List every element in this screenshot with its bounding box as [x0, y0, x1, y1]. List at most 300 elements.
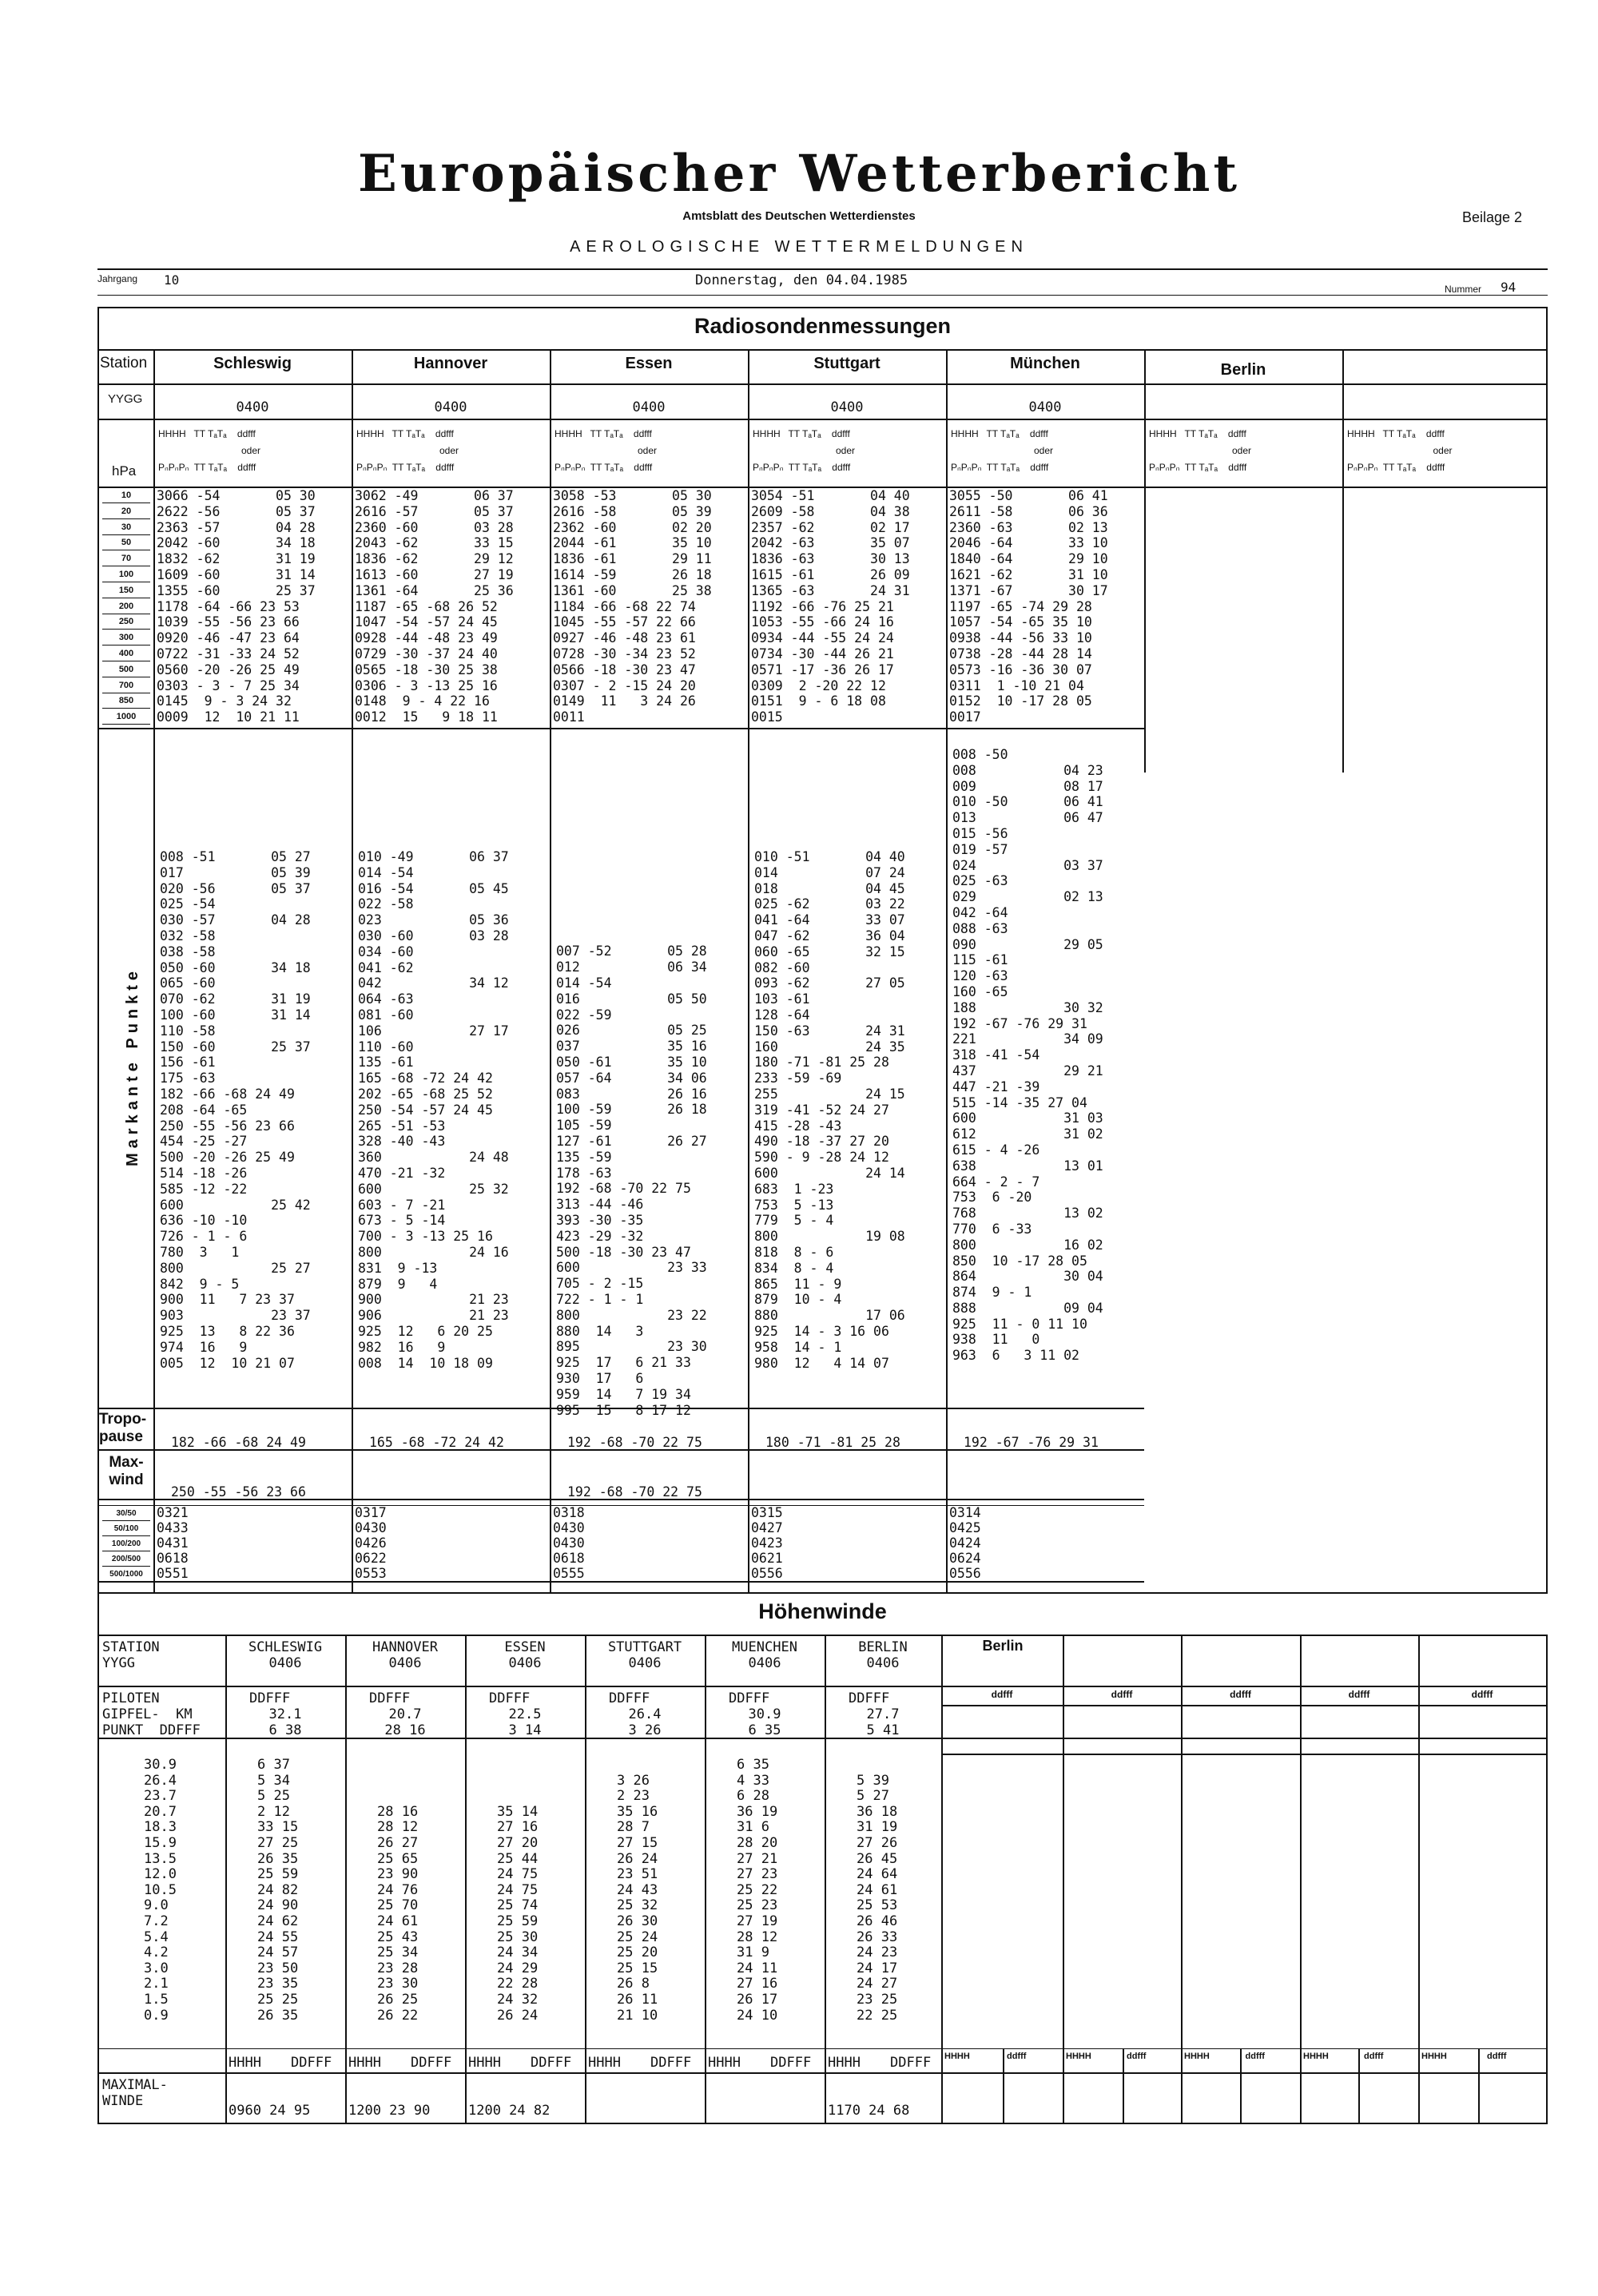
table-row: 26 45 [857, 1850, 898, 1867]
table-row: 2362 -60 02 20 [553, 519, 712, 535]
hoehenwinde-title: Höhenwinde [758, 1599, 887, 1623]
gipfel-value: 30.9 [748, 1706, 781, 1722]
table-row: 25 22 [737, 1881, 778, 1898]
pressure-level: 850 [102, 693, 150, 709]
table-row: 25 43 [377, 1929, 419, 1945]
table-row: 722 - 1 - 1 [556, 1291, 644, 1307]
table-row: 25 15 [617, 1960, 658, 1976]
table-row: 202 -65 -68 25 52 [358, 1086, 493, 1102]
table-row: 753 5 -13 [754, 1197, 834, 1213]
section-title: AEROLOGISCHE WETTERMELDUNGEN [570, 238, 1028, 256]
table-row: 1621 -62 31 10 [949, 566, 1108, 582]
shear-label: 50/100 [102, 1522, 150, 1536]
markante-punkte-label: Markante Punkte [124, 966, 141, 1166]
station-label: STATION [102, 1639, 160, 1655]
table-row: 0431 [157, 1535, 189, 1551]
yygg-value: 0400 [236, 399, 269, 415]
table-row: 1615 -61 26 09 [751, 566, 910, 582]
shear-label: 200/500 [102, 1552, 150, 1567]
column-header: PₙPₙPₙ TT TₐTₐ ddfff [158, 462, 256, 473]
table-row: 0425 [949, 1520, 981, 1535]
maximal-value: 0960 24 95 [229, 2103, 311, 2119]
table-row: 0622 [355, 1551, 387, 1566]
table-row: 26 46 [857, 1913, 898, 1929]
table-row: 585 -12 -22 [160, 1181, 248, 1197]
gipfel-value: 32.1 [268, 1706, 302, 1722]
table-row: 038 -58 [160, 943, 216, 959]
wind-column [737, 1758, 777, 2024]
table-row: 065 -60 [160, 975, 216, 991]
table-row: 600 25 32 [358, 1181, 509, 1197]
tropopause-value: 180 -71 -81 25 28 [765, 1435, 900, 1450]
pressure-level: 1000 [102, 709, 150, 725]
table-row: 1609 -60 31 14 [157, 566, 316, 582]
hhhh-header: HHHH [468, 2055, 501, 2071]
table-row: 070 -62 31 19 [160, 991, 311, 1007]
grid-line [1300, 1635, 1302, 2124]
standard-levels-block [751, 488, 910, 725]
table-row: 042 -64 [952, 904, 1008, 920]
table-row: 008 14 10 18 09 [358, 1355, 493, 1371]
table-row: 0152 10 -17 28 05 [949, 693, 1092, 709]
maximal-value: 1200 23 90 [348, 2103, 431, 2119]
table-row: 590 - 9 -28 24 12 [754, 1150, 889, 1166]
table-row: 636 -10 -10 [160, 1213, 248, 1229]
table-row: 895 23 30 [556, 1339, 707, 1355]
table-row: 24 75 [497, 1866, 539, 1883]
station-name: BERLIN [858, 1639, 908, 1655]
table-row: 22 28 [497, 1976, 539, 1992]
hhhh-header: HHHH [588, 2055, 621, 2071]
table-row: 0566 -18 -30 23 47 [553, 661, 696, 677]
table-row: 35 14 [497, 1803, 539, 1820]
table-row: 25 53 [857, 1897, 898, 1914]
table-row: 25 34 [377, 1944, 419, 1961]
ddfff-header-right: ddfff [1111, 1689, 1133, 1700]
grid-line [97, 1505, 1144, 1506]
table-row: 0317 [355, 1505, 387, 1520]
grid-line [1342, 349, 1344, 489]
maximal-value: 1170 24 68 [828, 2103, 910, 2119]
column-header: HHHH TT TₐTₐ ddfff [555, 428, 652, 439]
table-row: 25 23 [737, 1897, 778, 1914]
standard-levels-block [553, 488, 712, 725]
table-row: 0017 [949, 709, 981, 725]
column-header-oder: oder [439, 445, 459, 456]
markante-block [556, 896, 707, 1418]
column-header: PₙPₙPₙ TT TₐTₐ ddfff [1347, 462, 1445, 473]
table-row: 447 -21 -39 [952, 1078, 1040, 1094]
table-row: 980 12 4 14 07 [754, 1355, 889, 1371]
pressure-level: 20 [102, 504, 150, 519]
wind-column [377, 1758, 418, 2024]
column-header-oder: oder [1232, 445, 1252, 456]
table-row: 0430 [553, 1520, 585, 1535]
pressure-level: 400 [102, 646, 150, 661]
table-row: 906 21 23 [358, 1308, 509, 1324]
table-row: 110 -58 [160, 1023, 216, 1039]
table-row: 36 19 [737, 1803, 778, 1820]
table-row: 007 -52 05 28 [556, 943, 707, 959]
standard-levels-block [157, 488, 316, 725]
pressure-level: 200 [102, 599, 150, 614]
tropopause-value: 165 -68 -72 24 42 [369, 1435, 504, 1450]
table-row: 31 9 [737, 1944, 769, 1961]
table-row: 083 26 16 [556, 1086, 707, 1102]
ddfff-upper: DDFFF [650, 2055, 692, 2071]
yygg-value: 0406 [388, 1655, 422, 1671]
table-row: 030 -60 03 28 [358, 928, 509, 943]
hpa-label: hPa [112, 463, 137, 479]
table-row: 128 -64 [754, 1007, 810, 1023]
tropopause-value: 192 -67 -76 29 31 [964, 1435, 1099, 1450]
table-row [377, 1774, 418, 1790]
table-row: 208 -64 -65 [160, 1102, 248, 1118]
hhhh-header: HHHH [229, 2055, 261, 2071]
table-row: 221 34 09 [952, 1031, 1103, 1047]
shear-block [157, 1505, 189, 1581]
station-name: München [1010, 355, 1080, 372]
table-row: 818 8 - 6 [754, 1244, 834, 1260]
berlin-header: Berlin [982, 1638, 1024, 1654]
table-row: 600 24 14 [754, 1165, 905, 1181]
table-row: 24 43 [617, 1881, 658, 1898]
ddfff-header: DDFFF [369, 1690, 411, 1706]
station-name: SCHLESWIG [248, 1639, 323, 1655]
station-name: Schleswig [213, 355, 292, 372]
table-row: 768 13 02 [952, 1206, 1103, 1221]
table-row: 700 - 3 -13 25 16 [358, 1229, 493, 1245]
table-row: 603 - 7 -21 [358, 1197, 446, 1213]
table-row: 318 -41 -54 [952, 1047, 1040, 1063]
table-row: 024 03 37 [952, 857, 1103, 873]
table-row: 26 8 [617, 1976, 650, 1992]
table-row: 2363 -57 04 28 [157, 519, 316, 535]
grid-line [153, 349, 155, 1592]
yygg-value: 0400 [434, 399, 467, 415]
ddfff-upper: DDFFF [291, 2055, 332, 2071]
table-row [377, 1789, 418, 1805]
table-row: 0423 [751, 1535, 783, 1551]
maximal-value: 1200 24 82 [468, 2103, 551, 2119]
ddfff-header-right: ddfff [991, 1689, 1013, 1700]
yygg-value: 0400 [1028, 399, 1062, 415]
table-row: 26 35 [257, 1850, 299, 1867]
column-header: HHHH TT TₐTₐ ddfff [753, 428, 850, 439]
hhhh-header: HHHH [828, 2055, 861, 2071]
subtitle: Amtsblatt des Deutschen Wetterdienstes [682, 209, 916, 223]
table-row: 032 -58 [160, 928, 216, 943]
table-row: 0565 -18 -30 25 38 [355, 661, 498, 677]
table-row [857, 1758, 897, 1774]
markante-block [358, 849, 509, 1371]
date: Donnerstag, den 04.04.1985 [695, 272, 908, 288]
table-row: 24 10 [737, 2007, 778, 2024]
table-row: 25 59 [497, 1913, 539, 1929]
table-row: 22 25 [857, 2007, 898, 2024]
table-row: 0145 9 - 3 24 32 [157, 693, 292, 709]
table-row: 24 34 [497, 1944, 539, 1961]
standard-levels-block [949, 488, 1108, 725]
table-row: 188 30 32 [952, 999, 1103, 1015]
table-row: 100 -60 31 14 [160, 1007, 311, 1023]
ddfff-header-right: ddfff [1230, 1689, 1251, 1700]
table-row: 042 34 12 [358, 975, 509, 991]
table-row: 0729 -30 -37 24 40 [355, 646, 498, 661]
grid-line [1123, 2048, 1124, 2124]
table-row: 030 -57 04 28 [160, 912, 311, 928]
table-row: 3054 -51 04 40 [751, 488, 910, 503]
table-row: 2360 -60 03 28 [355, 519, 514, 535]
maxwind-value: 192 -68 -70 22 75 [567, 1484, 702, 1500]
column-header-oder: oder [638, 445, 658, 456]
table-row: 0738 -28 -44 28 14 [949, 646, 1092, 661]
pressure-level: 70 [102, 551, 150, 566]
table-row: 26 24 [497, 2007, 539, 2024]
table-row: 2.1 [144, 1976, 169, 1992]
table-row: 831 9 -13 [358, 1260, 438, 1276]
column-header: HHHH TT TₐTₐ ddfff [356, 428, 454, 439]
hhhh-header: HHHH [708, 2055, 741, 2071]
page-title: Europäischer Wetterbericht [358, 144, 1240, 204]
table-row: 100 -59 26 18 [556, 1102, 707, 1118]
table-row: 27 25 [257, 1834, 299, 1851]
table-row: 1053 -55 -66 24 16 [751, 614, 894, 630]
gipfel-value: 27.7 [866, 1706, 900, 1722]
grid-line [97, 1686, 1546, 1687]
ddfff-header-right: ddfff [1348, 1689, 1370, 1700]
table-row: 874 9 - 1 [952, 1285, 1032, 1301]
table-row: 800 23 22 [556, 1307, 707, 1323]
gipfel-dd: 28 16 [384, 1722, 426, 1738]
hhhh-header-right: HHHH [1303, 2052, 1329, 2061]
column-header: HHHH TT TₐTₐ ddfff [951, 428, 1048, 439]
table-row: 105 -59 [556, 1118, 612, 1134]
table-row: 23 30 [377, 1976, 419, 1992]
table-row: 0430 [355, 1520, 387, 1535]
table-row: 15.9 [144, 1834, 177, 1851]
ddfff-header: DDFFF [849, 1690, 890, 1706]
hhhh-header-right: HHHH [1184, 2052, 1210, 2061]
ddfff-header-right: ddfff [1007, 2052, 1027, 2061]
radiosonde-title: Radiosondenmessungen [694, 314, 952, 338]
table-row: 850 10 -17 28 05 [952, 1253, 1087, 1269]
pressure-level: 100 [102, 567, 150, 582]
gipfel-dd: 3 26 [628, 1722, 662, 1738]
table-row [497, 1758, 538, 1774]
table-row: 664 - 2 - 7 [952, 1174, 1040, 1190]
table-row: 25 32 [617, 1897, 658, 1914]
table-row: 726 - 1 - 6 [160, 1229, 248, 1245]
table-row: 0553 [355, 1566, 387, 1581]
table-row: 27 16 [497, 1819, 539, 1836]
table-row: 24 76 [377, 1881, 419, 1898]
table-row: 3066 -54 05 30 [157, 488, 316, 503]
table-row: 017 05 39 [160, 864, 311, 880]
table-row: 165 -68 -72 24 42 [358, 1071, 493, 1086]
table-row: 010 -49 06 37 [358, 849, 509, 864]
table-row: 600 25 42 [160, 1197, 311, 1213]
table-row: 0015 [751, 709, 783, 725]
table-row: 6 35 [737, 1757, 769, 1773]
gipfel-label: GIPFEL- KM [102, 1706, 193, 1722]
table-row: 25 20 [617, 1944, 658, 1961]
pressure-level: 50 [102, 535, 150, 550]
table-row [556, 928, 707, 944]
grid-line [1478, 2048, 1480, 2124]
table-row: 27 21 [737, 1850, 778, 1867]
table-row: 2609 -58 04 38 [751, 503, 910, 519]
table-row: 20.7 [144, 1803, 177, 1820]
table-row: 115 -61 [952, 952, 1008, 968]
table-row: 1836 -61 29 11 [553, 551, 712, 567]
table-row: 26 30 [617, 1913, 658, 1929]
table-row: 925 12 6 20 25 [358, 1323, 493, 1339]
table-row: 255 24 15 [754, 1086, 905, 1102]
header-rule-top [97, 268, 1548, 270]
column-header: PₙPₙPₙ TT TₐTₐ ddfff [555, 462, 653, 473]
table-row: 037 35 16 [556, 1039, 707, 1055]
table-row: 995 15 8 17 12 [556, 1402, 691, 1418]
table-row: 0624 [949, 1551, 981, 1566]
table-row: 082 -60 [754, 959, 810, 975]
station-name: ESSEN [504, 1639, 546, 1655]
table-row: 135 -59 [556, 1149, 612, 1165]
table-row: 5 25 [257, 1788, 290, 1805]
table-row: 454 -25 -27 [160, 1134, 248, 1150]
table-row [497, 1789, 538, 1805]
table-row: 0424 [949, 1535, 981, 1551]
table-row: 2616 -58 05 39 [553, 503, 712, 519]
winde-label: WINDE [102, 2093, 144, 2109]
grid-line [1240, 2048, 1242, 2124]
table-row: 360 24 48 [358, 1150, 509, 1166]
table-row: 1039 -55 -56 23 66 [157, 614, 300, 630]
table-row: 26 25 [377, 1991, 419, 2008]
gipfel-dd: 6 38 [268, 1722, 302, 1738]
table-row: 020 -56 05 37 [160, 880, 311, 896]
table-row: 088 -63 [952, 920, 1008, 936]
table-row: 925 17 6 21 33 [556, 1355, 691, 1371]
tropopause-label: Tropo-pause [99, 1411, 147, 1445]
standard-levels-block [355, 488, 514, 725]
yygg-value: 0406 [508, 1655, 542, 1671]
table-row: 008 -50 [952, 747, 1008, 762]
pressure-level: 700 [102, 678, 150, 693]
table-row: 31 19 [857, 1819, 898, 1836]
grid-line [941, 1754, 1546, 1755]
table-row: 21 10 [617, 2007, 658, 2024]
height-column [144, 1758, 177, 2024]
grid-line [352, 349, 353, 1592]
yygg-value: 0406 [866, 1655, 900, 1671]
ddfff-header: DDFFF [249, 1690, 291, 1706]
table-row: 328 -40 -43 [358, 1134, 446, 1150]
table-row: 025 -54 [160, 896, 216, 912]
table-row: 470 -21 -32 [358, 1165, 446, 1181]
table-row: 0427 [751, 1520, 783, 1535]
table-row: 0618 [157, 1551, 189, 1566]
table-row: 864 30 04 [952, 1269, 1103, 1285]
grid-line [1063, 1635, 1064, 2124]
grid-line [748, 349, 749, 1592]
table-row: 31 6 [737, 1819, 769, 1836]
table-row: 2622 -56 05 37 [157, 503, 316, 519]
table-row: 250 -54 -57 24 45 [358, 1102, 493, 1118]
table-row: 3055 -50 06 41 [949, 488, 1108, 503]
table-row: 250 -55 -56 23 66 [160, 1118, 295, 1134]
table-row: 0938 -44 -56 33 10 [949, 630, 1092, 646]
table-row: 120 -63 [952, 968, 1008, 984]
markante-block [754, 849, 905, 1371]
grid-line [946, 349, 948, 1592]
table-row: 2042 -60 34 18 [157, 535, 316, 551]
table-row: 23.7 [144, 1788, 177, 1805]
hhhh-header-right: HHHH [1066, 2052, 1091, 2061]
table-row: 150 -60 25 37 [160, 1039, 311, 1055]
grid-line [97, 2072, 1546, 2074]
table-row: 3.0 [144, 1960, 169, 1976]
table-row: 36 18 [857, 1803, 898, 1820]
table-row: 28 7 [617, 1819, 650, 1836]
tropopause-value: 182 -66 -68 24 49 [171, 1435, 306, 1450]
table-row: 26 11 [617, 1991, 658, 2008]
table-row: 7.2 [144, 1913, 169, 1929]
table-row: 5 39 [857, 1772, 889, 1789]
table-row: 3058 -53 05 30 [553, 488, 712, 503]
table-row: 0426 [355, 1535, 387, 1551]
table-row [377, 1758, 418, 1774]
table-row: 2042 -63 35 07 [751, 535, 910, 551]
table-row: 008 -51 05 27 [160, 849, 311, 864]
station-name: STUTTGART [607, 1639, 682, 1655]
table-row: 012 06 34 [556, 959, 707, 975]
maximal-label: MAXIMAL- [102, 2077, 168, 2093]
grid-line [97, 419, 1546, 420]
table-row: 28 12 [377, 1819, 419, 1836]
table-row: 2 23 [617, 1788, 650, 1805]
table-row: 0148 9 - 4 22 16 [355, 693, 490, 709]
table-row: 081 -60 [358, 1007, 414, 1023]
table-row: 313 -44 -46 [556, 1197, 644, 1213]
ddfff-header: DDFFF [609, 1690, 650, 1706]
table-row: 0303 - 3 - 7 25 34 [157, 677, 300, 693]
shear-block [949, 1505, 981, 1581]
yygg-value: 0406 [748, 1655, 781, 1671]
table-row: 060 -65 32 15 [754, 943, 905, 959]
table-row: 1192 -66 -76 25 21 [751, 598, 894, 614]
table-row: 014 -54 [556, 975, 612, 991]
gipfel-dd: 6 35 [748, 1722, 781, 1738]
table-row: 093 -62 27 05 [754, 975, 905, 991]
table-row: 600 31 03 [952, 1110, 1103, 1126]
grid-line [1181, 1635, 1183, 2124]
table-row: 1184 -66 -68 22 74 [553, 598, 696, 614]
table-row: 0728 -30 -34 23 52 [553, 646, 696, 661]
table-row: 0311 1 -10 21 04 [949, 677, 1084, 693]
ddfff-upper: DDFFF [770, 2055, 812, 2071]
station-name: HANNOVER [372, 1639, 438, 1655]
shear-label: 500/1000 [102, 1567, 150, 1582]
table-row: 0433 [157, 1520, 189, 1535]
table-row: 023 05 36 [358, 912, 509, 928]
table-row: 1045 -55 -57 22 66 [553, 614, 696, 630]
table-row: 24 11 [737, 1960, 778, 1976]
table-row: 6 28 [737, 1788, 769, 1805]
table-row: 12.0 [144, 1866, 177, 1883]
grid-line [941, 1635, 943, 2124]
pressure-level: 250 [102, 614, 150, 630]
